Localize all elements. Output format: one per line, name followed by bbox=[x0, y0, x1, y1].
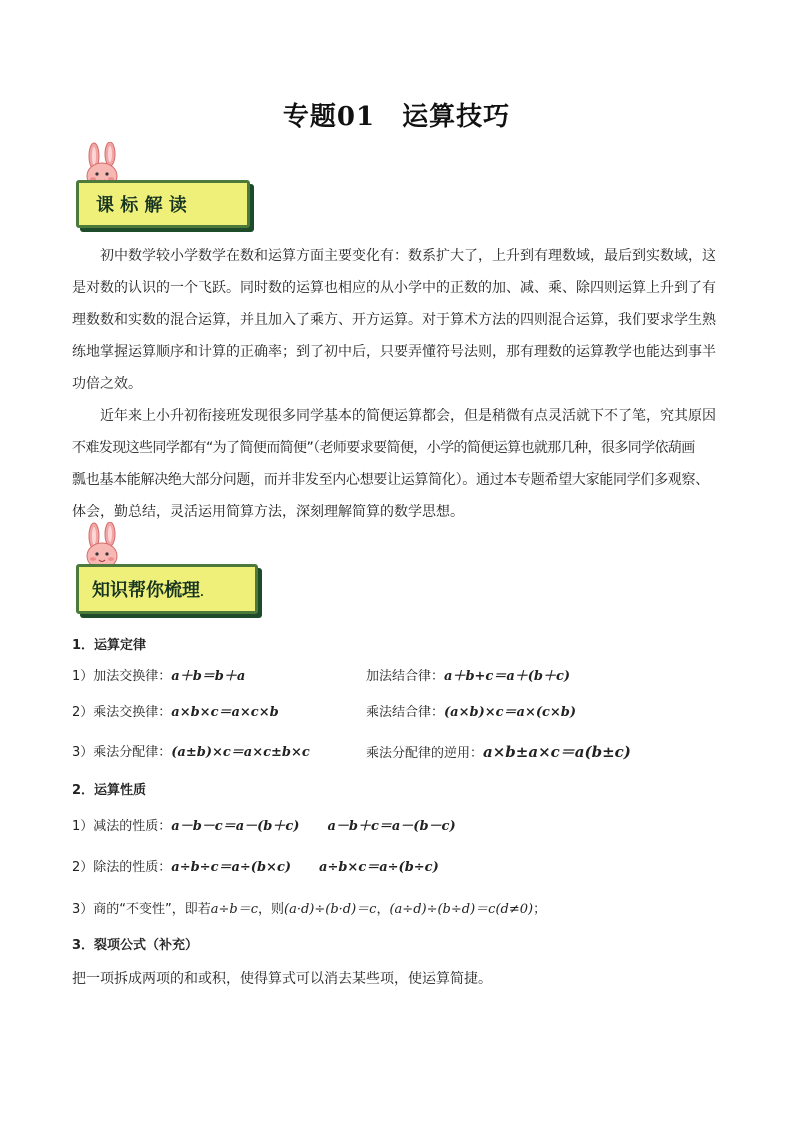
prop-row-1 bbox=[72, 815, 456, 834]
prop-row-2 bbox=[72, 856, 439, 875]
law-label: 乘法分配律的逆用： bbox=[366, 746, 484, 761]
banner-label bbox=[92, 576, 204, 602]
prop-formula: (a·d)÷(b·d)＝c bbox=[284, 902, 377, 917]
prop-text: ，则 bbox=[258, 902, 285, 917]
section-banner-knowledge bbox=[68, 522, 268, 622]
law-formula: a×b×c＝a×c×b bbox=[171, 705, 279, 720]
law-label: 乘法结合律： bbox=[366, 705, 445, 720]
law-formula: (a×b)×c＝a×(c×b) bbox=[444, 705, 577, 720]
intro-line: 体会，勤总结，灵活运用简算方法，深刻理解简算的数学思想。 bbox=[72, 504, 464, 520]
section-banner-curriculum bbox=[68, 142, 258, 237]
intro-line: 不难发现这些同学都有“为了简便而简便”（老师要求要简便，小学的简便运算也就那几种，很多同学依葫画 bbox=[72, 440, 695, 456]
prop-formula: a÷b＝c bbox=[210, 902, 258, 917]
intro-line: 是对数的认识的一个飞跃。同时数的运算也相应的从小学中的正数的加、减、乘、除四则运算上升到了有 bbox=[72, 280, 716, 296]
law-formula: a＋b＝b＋a bbox=[171, 669, 246, 684]
prop-formula: a÷b×c＝a÷(b÷c) bbox=[319, 860, 439, 875]
prop-text: ； bbox=[533, 902, 547, 917]
law-label: 3）乘法分配律： bbox=[72, 745, 172, 760]
page-title: 专题01 运算技巧 bbox=[282, 102, 511, 132]
law-formula: (a±b)×c＝a×c±b×c bbox=[171, 745, 310, 760]
prop-label: 2）除法的性质： bbox=[72, 860, 172, 875]
intro-line: 功倍之效。 bbox=[72, 376, 142, 392]
prop-row-3 bbox=[72, 898, 546, 917]
banner-label-dot: . bbox=[200, 588, 204, 599]
prop-formula: a－b－c＝a－(b＋c) bbox=[171, 819, 300, 834]
law-row-2 bbox=[72, 701, 279, 720]
law-row-3b bbox=[366, 741, 631, 762]
prop-formula: (a÷d)÷(b÷d)＝c(d≠0) bbox=[389, 902, 534, 917]
prop-formula: a－b＋c＝a－(b－c) bbox=[327, 819, 456, 834]
section-heading: 3．裂项公式（补充） bbox=[72, 938, 199, 953]
law-formula: a＋b+c＝a＋(b＋c) bbox=[444, 669, 571, 684]
section-heading: 2．运算性质 bbox=[72, 783, 147, 798]
intro-line: 理数数和实数的混合运算，并且加入了乘方、开方运算。对于算术方法的四则混合运算，我们要求学生熟 bbox=[72, 312, 716, 328]
section-heading: 1．运算定律 bbox=[72, 638, 147, 653]
law-label: 2）乘法交换律： bbox=[72, 705, 172, 720]
prop-label: 1）减法的性质： bbox=[72, 819, 172, 834]
section-text: 把一项拆成两项的和或积，使得算式可以消去某些项，使运算简捷。 bbox=[72, 971, 492, 987]
prop-text: 3）商的“不变性”，即若 bbox=[72, 902, 211, 917]
prop-formula: a÷b÷c＝a÷(b×c) bbox=[171, 860, 292, 875]
intro-line: 初中数学较小学数学在数和运算方面主要变化有：数系扩大了，上升到有理数域，最后到实数域，这 bbox=[100, 248, 716, 264]
intro-line: 瓢也基本能解决绝大部分问题，而并非发至内心想要让运算简化）。通过本专题希望大家能同学们多观察、 bbox=[72, 472, 709, 488]
law-row-3 bbox=[72, 741, 310, 760]
law-row-1b bbox=[366, 665, 570, 684]
law-label: 加法结合律： bbox=[366, 669, 445, 684]
law-row-1 bbox=[72, 665, 245, 684]
intro-line: 近年来上小升初衔接班发现很多同学基本的简便运算都会，但是稍微有点灵活就下不了笔，究其原因 bbox=[100, 408, 716, 424]
intro-line: 练地掌握运算顺序和计算的正确率；到了初中后，只要弄懂符号法则，那有理数的运算教学也能达到事半 bbox=[72, 344, 716, 360]
banner-label: 课 标 解 读 bbox=[96, 195, 187, 216]
intro-text bbox=[72, 240, 732, 528]
banner-label-text: 知识帮你梳理 bbox=[92, 580, 200, 601]
law-label: 1）加法交换律： bbox=[72, 669, 172, 684]
law-row-2b bbox=[366, 701, 576, 720]
prop-text: ， bbox=[376, 902, 390, 917]
law-formula: a×b±a×c＝a(b±c) bbox=[483, 743, 631, 761]
